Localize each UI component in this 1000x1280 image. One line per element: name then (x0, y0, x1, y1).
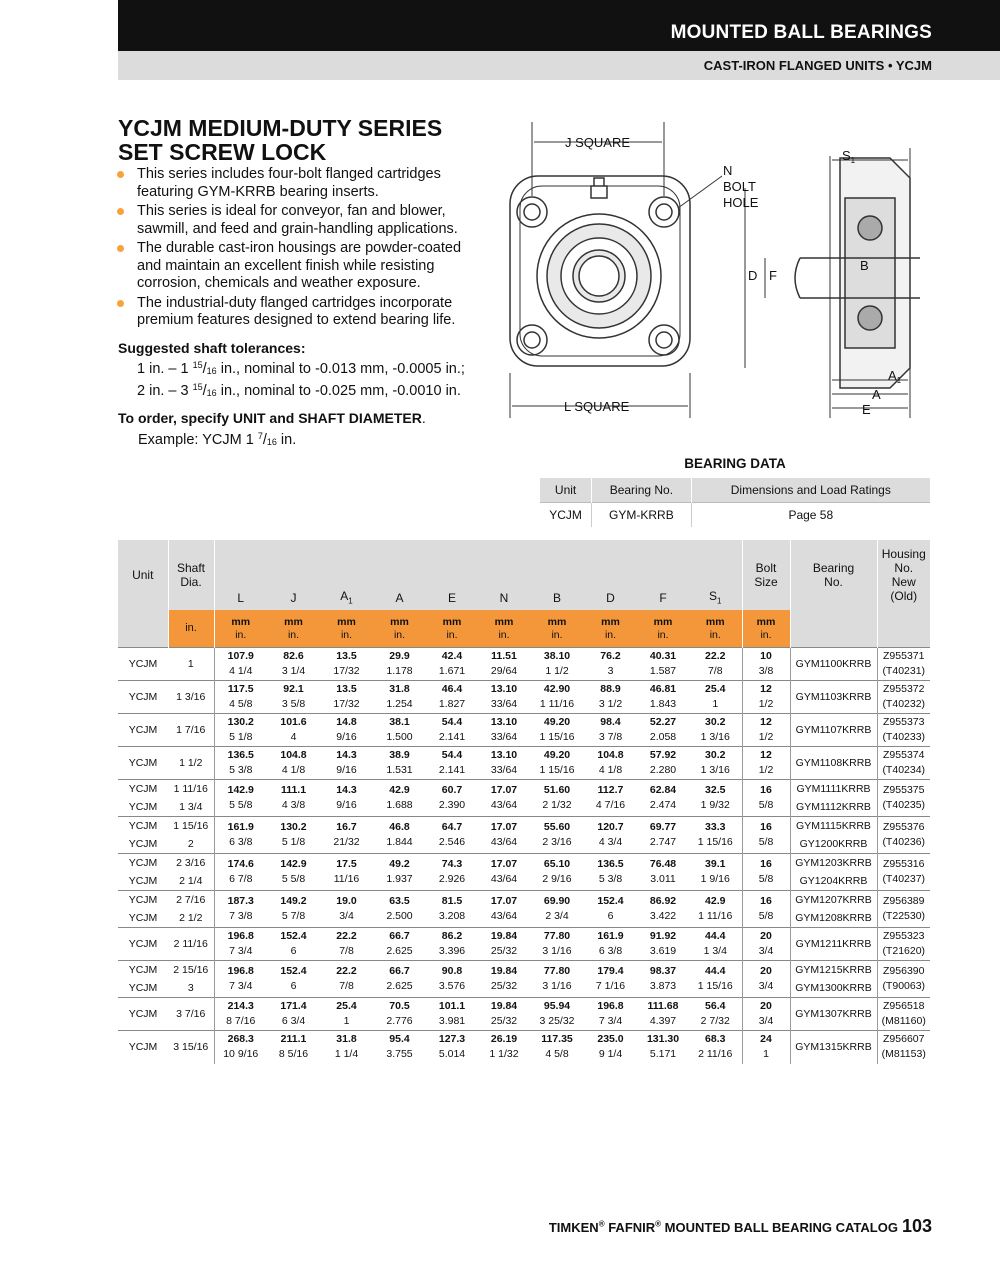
cell-shaft-dia: 1 3/16 (168, 681, 214, 714)
cell-housing-no: Z955373 (T40233) (882, 716, 926, 743)
table-row (118, 961, 930, 998)
cell-dimension: 117.35 4 5/8 (541, 1033, 573, 1061)
feature-text: The industrial-duty flanged cartridges incorporate premium features designed to extend bearing life. (137, 294, 456, 328)
cell-dimension: 68.3 2 11/16 (689, 1031, 742, 1064)
cell-bearing-no: GYM1108KRRB (790, 747, 877, 780)
bolt-label: BOLT (723, 179, 756, 194)
cell-bearing-no: GYM1203KRRB GY1204KRRB (790, 854, 877, 891)
cell-bearing-no: GYM1315KRRB (790, 1031, 877, 1064)
cell-dimension: 60.7 2.390 (438, 784, 466, 811)
cell-dimension: 30.2 1 3/16 (689, 714, 742, 747)
header-shaft-dia: Shaft Dia. (168, 540, 214, 610)
header-dim-units: mm in. (214, 610, 267, 648)
cell-dimension: 22.2 7/8 (689, 648, 742, 681)
cell-shaft-dia: 2 11/16 (168, 928, 214, 961)
cell-dimension: 235.0 9 1/4 (597, 1033, 624, 1061)
header-housing-blank (877, 610, 930, 648)
cell-dimension: 42.9 1 11/16 (689, 891, 742, 928)
cell-dimension: 130.2 5 1/8 (227, 716, 254, 743)
f-label: F (769, 268, 777, 283)
a1-label: A (888, 368, 897, 383)
cell-housing-no: Z956607 (M81153) (881, 1033, 926, 1061)
cell-dimension: 46.81 1.843 (649, 683, 677, 710)
cell-shaft-dia: 2 7/16 2 1/2 (168, 891, 214, 928)
cell-bearing-no: GYM1111KRRB GYM1112KRRB (790, 780, 877, 817)
cell-dimension: 74.3 2.926 (438, 858, 466, 885)
cell-dimension: 19.84 25/32 (490, 1000, 518, 1027)
cell-bolt-size: 20 3/4 (742, 998, 790, 1031)
cell-dimension: 25.4 1 (336, 1000, 357, 1027)
cell-dimension: 22.2 7/8 (336, 965, 357, 992)
cell-housing-no: Z955371 (T40231) (882, 650, 926, 677)
cell-dimension: 11.51 29/64 (490, 650, 518, 677)
header-dim: N (478, 540, 530, 610)
title-line-1: YCJM MEDIUM-DUTY SERIES (118, 115, 443, 141)
page-title (118, 116, 442, 164)
cell-dimension: 107.9 4 1/4 (227, 650, 254, 677)
flange-unit-drawing (490, 118, 930, 438)
cell-dimension: 81.5 3.208 (438, 895, 466, 922)
cell-unit: YCJM (128, 757, 158, 769)
cell-dimension: 211.1 8 5/16 (278, 1033, 309, 1061)
cell-dimension: 46.4 1.827 (438, 683, 466, 710)
cell-dimension: 56.4 2 7/32 (689, 998, 742, 1031)
cell-bolt-size: 20 3/4 (742, 961, 790, 998)
l-square-label: L SQUARE (564, 399, 630, 414)
cell-dimension: 13.10 33/64 (490, 716, 518, 743)
cell-bearing-no: GYM1215KRRB GYM1300KRRB (790, 961, 877, 998)
cell-dimension: 101.6 4 (280, 716, 307, 743)
cell-dimension: 62.84 2.474 (649, 784, 677, 811)
cell-dimension: 77.80 3 1/16 (542, 930, 572, 957)
cell-dimension: 54.4 2.141 (438, 749, 466, 776)
cell-dimension: 136.5 5 3/8 (227, 749, 254, 776)
cell-shaft-dia: 2 3/16 2 1/4 (168, 854, 214, 891)
cell-dimension: 16.7 21/32 (333, 821, 360, 848)
header-dim: B (530, 540, 584, 610)
bearing-data-title: BEARING DATA (684, 456, 786, 471)
cell-dimension: 82.6 3 1/4 (281, 650, 306, 677)
cell-unit: YCJM YCJM (128, 894, 158, 924)
cell-dimension: 19.84 25/32 (490, 930, 518, 957)
d-label: D (748, 268, 758, 283)
cell-housing-no: Z955316 (T40237) (882, 858, 926, 885)
cell-shaft-dia: 1 11/16 1 3/4 (168, 780, 214, 817)
cell-bearing-no: GYM1103KRRB (790, 681, 877, 714)
feature-text: This series is ideal for conveyor, fan and blower, sawmill, and feed and grain-handling applications. (137, 203, 458, 237)
header-dim: $A_1$ (320, 540, 373, 610)
cell-dimension: 104.8 4 1/8 (280, 749, 307, 776)
cell-dimension: 29.9 1.178 (386, 650, 413, 677)
cell-dimension: 13.5 17/32 (333, 650, 360, 677)
header-dim: L (214, 540, 267, 610)
table-row (118, 714, 930, 747)
cell-dimension: 19.84 25/32 (490, 965, 518, 992)
cell-dimension: 39.1 1 9/16 (689, 854, 742, 891)
cell-dimension: 152.4 6 (280, 930, 307, 957)
cell-dimension: 51.60 2 1/32 (542, 784, 572, 811)
cell-dimension: 131.30 5.171 (646, 1033, 680, 1061)
cell-housing-no: Z955372 (T40232) (882, 683, 926, 710)
cell-bearing-no: GYM1107KRRB (790, 714, 877, 747)
page-number: 103 (901, 1216, 932, 1236)
cell-dimension: 95.4 3.755 (386, 1033, 413, 1061)
cell-unit: YCJM (128, 691, 158, 703)
cell-bolt-size: 24 1 (742, 1031, 790, 1064)
header-dim-units: mm in. (320, 610, 373, 648)
cell-dimension: 65.10 2 9/16 (542, 858, 572, 885)
feature-item (116, 295, 466, 330)
n-label: N (723, 163, 733, 178)
cell-unit: YCJM (128, 1041, 158, 1054)
header-bearing-blank (790, 610, 877, 648)
cell-bearing-no: GYM1307KRRB (790, 998, 877, 1031)
cell-dimension: 30.2 1 3/16 (689, 747, 742, 780)
cell-dimension: 77.80 3 1/16 (542, 965, 572, 992)
cell-housing-no: Z956389 (T22530) (882, 895, 926, 922)
header-housing-no: Housing No. New (Old) (877, 540, 930, 610)
table-row (118, 817, 930, 854)
subsection-title: CAST-IRON FLANGED UNITS • YCJM (703, 58, 932, 73)
bd-cell-page: Page 58 (691, 503, 930, 528)
cell-bearing-no: GYM1207KRRB GYM1208KRRB (790, 891, 877, 928)
table-row (118, 928, 930, 961)
table-row (118, 747, 930, 780)
cell-dimension: 70.5 2.776 (386, 1000, 413, 1027)
header-dim-units: mm in. (426, 610, 478, 648)
header-dim-units: mm in. (267, 610, 320, 648)
bd-header-bearing: Bearing No. (592, 478, 691, 503)
table-row (118, 854, 930, 891)
header-dim: $S_1$ (689, 540, 742, 610)
cell-dimension: 17.5 11/16 (333, 858, 360, 885)
cell-dimension: 111.1 4 3/8 (280, 784, 307, 811)
cell-dimension: 149.2 5 7/8 (280, 895, 307, 922)
cell-dimension: 49.20 1 15/16 (539, 749, 575, 776)
bd-header-unit: Unit (540, 478, 592, 503)
cell-dimension: 120.7 4 3/4 (597, 821, 624, 848)
cell-bearing-no: GYM1211KRRB (790, 928, 877, 961)
cell-dimension: 38.1 1.500 (386, 716, 413, 743)
header-dim: E (426, 540, 478, 610)
cell-dimension: 44.4 1 3/4 (689, 928, 742, 961)
header-dim: F (637, 540, 689, 610)
cell-unit: YCJM YCJM (128, 964, 158, 994)
cell-shaft-dia: 1 (168, 648, 214, 681)
cell-dimension: 86.2 3.396 (438, 930, 466, 957)
bullet-icon (117, 300, 124, 307)
cell-dimension: 42.9 1.688 (386, 784, 413, 811)
cell-bolt-size: 16 5/8 (742, 780, 790, 817)
bullet-icon (117, 245, 124, 252)
cell-dimension: 101.1 3.981 (438, 1000, 466, 1027)
cell-dimension: 25.4 1 (689, 681, 742, 714)
header-dim-units: mm in. (373, 610, 426, 648)
cell-dimension: 22.2 7/8 (336, 930, 357, 957)
cell-dimension: 214.3 8 7/16 (226, 1000, 256, 1027)
cell-housing-no: Z956390 (T90063) (882, 965, 926, 992)
table-row (118, 1031, 930, 1064)
section-title: MOUNTED BALL BEARINGS (670, 22, 932, 43)
cell-unit: YCJM YCJM (128, 783, 158, 813)
cell-dimension: 38.10 1 1/2 (543, 650, 571, 677)
cell-dimension: 52.27 2.058 (649, 716, 677, 743)
cell-dimension: 171.4 6 3/4 (280, 1000, 307, 1027)
table-row (118, 998, 930, 1031)
cell-dimension: 152.4 6 (280, 965, 307, 992)
cell-dimension: 13.10 33/64 (490, 749, 518, 776)
header-bolt-size: Bolt Size (742, 540, 790, 610)
page-footer: TIMKEN® FAFNIR® MOUNTED BALL BEARING CATALOG 103 (548, 1216, 932, 1236)
cell-dimension: 32.5 1 9/32 (689, 780, 742, 817)
header-unit-blank (118, 610, 168, 648)
cell-dimension: 63.5 2.500 (386, 895, 413, 922)
cell-dimension: 161.9 6 3/8 (227, 821, 254, 848)
cell-dimension: 40.31 1.587 (649, 650, 677, 677)
cell-dimension: 55.60 2 3/16 (542, 821, 572, 848)
cell-bearing-no: GYM1115KRRB GY1200KRRB (790, 817, 877, 854)
table-row (118, 681, 930, 714)
cell-dimension: 49.2 1.937 (386, 858, 413, 885)
header-shaft-unit: in. (168, 610, 214, 648)
cell-housing-no: Z956518 (M81160) (881, 1000, 926, 1027)
e-label: E (862, 402, 871, 417)
svg-text:A1: $A_1$ (888, 368, 902, 385)
header-dim: D (584, 540, 637, 610)
cell-unit: YCJM (128, 938, 158, 950)
cell-dimension: 26.19 1 1/32 (489, 1033, 519, 1061)
footer-brand: TIMKEN (548, 1220, 599, 1235)
cell-bolt-size: 16 5/8 (742, 891, 790, 928)
cell-dimension: 95.94 3 25/32 (539, 1000, 575, 1027)
cell-dimension: 130.2 5 1/8 (280, 821, 307, 848)
cell-unit: YCJM (128, 658, 158, 670)
cell-dimension: 19.0 3/4 (336, 895, 357, 922)
cell-dimension: 76.48 3.011 (649, 858, 677, 885)
cell-dimension: 152.4 6 (597, 895, 624, 922)
cell-dimension: 66.7 2.625 (386, 965, 413, 992)
cell-dimension: 112.7 4 7/16 (595, 784, 626, 811)
cell-bolt-size: 12 1/2 (742, 714, 790, 747)
cell-dimension: 17.07 43/64 (490, 821, 518, 848)
cell-dimension: 92.1 3 5/8 (281, 683, 306, 710)
bd-cell-bearing: GYM-KRRB (592, 503, 691, 528)
header-dim-units: mm in. (637, 610, 689, 648)
bullet-icon (117, 171, 124, 178)
dimensions-table (118, 540, 930, 1064)
feature-item (116, 240, 466, 293)
cell-dimension: 14.8 9/16 (336, 716, 357, 743)
bd-header-dimensions: Dimensions and Load Ratings (691, 478, 930, 503)
bearing-data-table (540, 478, 930, 527)
cell-unit: YCJM (128, 724, 158, 736)
s1-label: S (842, 148, 851, 163)
cell-unit: YCJM (128, 1008, 158, 1020)
cell-dimension: 127.3 5.014 (438, 1033, 466, 1061)
tolerance-line-2: 2 in. – 3 $^{15}/_{16}$ in., nominal to -0.025 mm, -0.0010 in. (137, 382, 461, 399)
cell-dimension: 14.3 9/16 (336, 749, 357, 776)
feature-item (116, 203, 466, 238)
cell-dimension: 17.07 43/64 (490, 895, 518, 922)
cell-dimension: 142.9 5 5/8 (280, 858, 307, 885)
cell-dimension: 66.7 2.625 (386, 930, 413, 957)
feature-list (116, 166, 466, 332)
hole-label: HOLE (723, 195, 759, 210)
cell-dimension: 33.3 1 15/16 (689, 817, 742, 854)
cell-dimension: 42.4 1.671 (438, 650, 466, 677)
feature-text: The durable cast-iron housings are powder-coated and maintain an excellent finish while resisting corrosion, chemicals and weather exposure. (137, 240, 462, 291)
cell-dimension: 117.5 4 5/8 (227, 683, 254, 710)
cell-dimension: 86.92 3.422 (649, 895, 677, 922)
header-dim: A (373, 540, 426, 610)
cell-bolt-size: 20 3/4 (742, 928, 790, 961)
order-instruction: To order, specify UNIT and SHAFT DIAMETER. (118, 410, 426, 426)
cell-housing-no: Z955376 (T40236) (882, 821, 926, 848)
bd-cell-unit: YCJM (540, 503, 592, 528)
cell-dimension: 196.8 7 3/4 (597, 1000, 624, 1027)
cell-bolt-size: 16 5/8 (742, 817, 790, 854)
cell-dimension: 187.3 7 3/8 (227, 895, 254, 922)
cell-dimension: 142.9 5 5/8 (227, 784, 254, 811)
cell-shaft-dia: 1 1/2 (168, 747, 214, 780)
cell-dimension: 49.20 1 15/16 (539, 716, 575, 743)
cell-housing-no: Z955375 (T40235) (882, 784, 926, 811)
cell-dimension: 57.92 2.280 (649, 749, 677, 776)
order-example: Example: YCJM 1 $^7/_{16}$ in. (138, 431, 297, 448)
cell-dimension: 42.90 1 11/16 (539, 683, 575, 710)
svg-text:S1: $S_1$ (842, 148, 856, 165)
cell-dimension: 136.5 5 3/8 (597, 858, 624, 885)
feature-item (116, 166, 466, 201)
table-row (118, 780, 930, 817)
feature-text: This series includes four-bolt flanged cartridges featuring GYM-KRRB bearing inserts. (137, 166, 441, 200)
cell-dimension: 69.90 2 3/4 (543, 895, 571, 922)
cell-bolt-size: 12 1/2 (742, 681, 790, 714)
table-row (118, 891, 930, 928)
b-label: B (860, 258, 869, 273)
a-label: A (872, 387, 881, 402)
cell-dimension: 14.3 9/16 (336, 784, 357, 811)
table-row (118, 648, 930, 681)
cell-dimension: 91.92 3.619 (649, 930, 677, 957)
cell-unit: YCJM YCJM (128, 857, 158, 887)
cell-dimension: 196.8 7 3/4 (227, 930, 254, 957)
header-unit: Unit (118, 540, 168, 610)
cell-dimension: 69.77 2.747 (649, 821, 677, 848)
cell-dimension: 88.9 3 1/2 (598, 683, 623, 710)
cell-dimension: 268.3 10 9/16 (223, 1033, 259, 1061)
cell-shaft-dia: 1 15/16 2 (168, 817, 214, 854)
title-line-2: SET SCREW LOCK (118, 139, 327, 165)
cell-bolt-size: 16 5/8 (742, 854, 790, 891)
cell-housing-no: Z955374 (T40234) (882, 749, 926, 776)
cell-dimension: 64.7 2.546 (438, 821, 466, 848)
cell-housing-no: Z955323 (T21620) (882, 930, 926, 957)
cell-dimension: 76.2 3 (600, 650, 621, 677)
subsection-header-bar (118, 51, 1000, 80)
cell-dimension: 54.4 2.141 (438, 716, 466, 743)
bullet-icon (117, 208, 124, 215)
j-square-label: J SQUARE (565, 135, 631, 150)
cell-bolt-size: 12 1/2 (742, 747, 790, 780)
header-dim-units: mm in. (584, 610, 637, 648)
cell-bolt-size: 10 3/8 (742, 648, 790, 681)
cell-dimension: 179.4 7 1/16 (595, 965, 626, 992)
cell-dimension: 90.8 3.576 (438, 965, 466, 992)
cell-dimension: 44.4 1 15/16 (689, 961, 742, 998)
cell-dimension: 17.07 43/64 (490, 784, 518, 811)
cell-dimension: 111.68 4.397 (647, 1000, 679, 1027)
cell-dimension: 13.10 33/64 (490, 683, 518, 710)
cell-dimension: 98.37 3.873 (649, 965, 677, 992)
cell-shaft-dia: 2 15/16 3 (168, 961, 214, 998)
tolerance-heading: Suggested shaft tolerances: (118, 340, 306, 356)
cell-bearing-no: GYM1100KRRB (790, 648, 877, 681)
cell-dimension: 98.4 3 7/8 (598, 716, 623, 743)
header-dim-units: mm in. (478, 610, 530, 648)
cell-dimension: 196.8 7 3/4 (227, 965, 254, 992)
header-bolt-units: mm in. (742, 610, 790, 648)
cell-dimension: 174.6 6 7/8 (227, 858, 254, 885)
cell-dimension: 31.8 1.254 (386, 683, 413, 710)
cell-unit: YCJM YCJM (128, 820, 158, 850)
cell-shaft-dia: 3 15/16 (168, 1031, 214, 1064)
cell-shaft-dia: 3 7/16 (168, 998, 214, 1031)
section-header-bar (118, 0, 1000, 51)
cell-dimension: 38.9 1.531 (386, 749, 413, 776)
cell-dimension: 104.8 4 1/8 (597, 749, 624, 776)
tolerance-line-1: 1 in. – 1 $^{15}/_{16}$ in., nominal to -0.013 mm, -0.0005 in.; (137, 360, 465, 377)
cell-dimension: 161.9 6 3/8 (597, 930, 624, 957)
header-dim: J (267, 540, 320, 610)
cell-shaft-dia: 1 7/16 (168, 714, 214, 747)
header-bearing-no: Bearing No. (790, 540, 877, 610)
cell-dimension: 17.07 43/64 (490, 858, 518, 885)
cell-dimension: 46.8 1.844 (386, 821, 413, 848)
cell-dimension: 13.5 17/32 (333, 683, 360, 710)
cell-dimension: 31.8 1 1/4 (334, 1033, 359, 1061)
header-dim-units: mm in. (530, 610, 584, 648)
header-dim-units: mm in. (689, 610, 742, 648)
